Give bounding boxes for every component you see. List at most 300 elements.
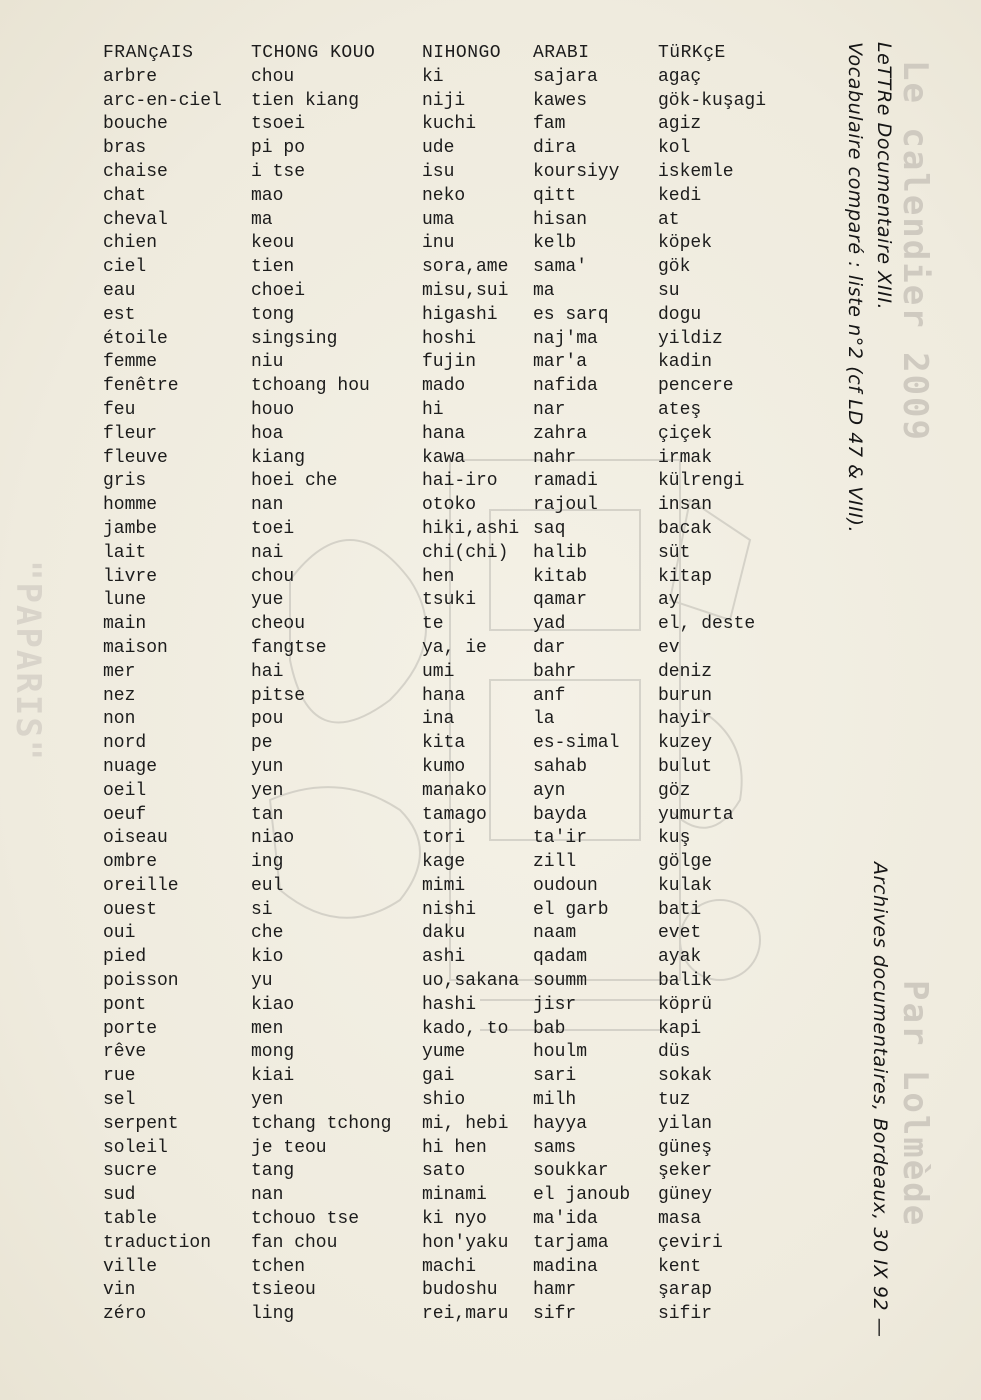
arabic-word: soumm: [533, 971, 588, 992]
japanese-word: ina: [422, 709, 455, 730]
chinese-word: toei: [251, 518, 295, 539]
arabic-word: dar: [533, 637, 566, 658]
chinese-word: ma: [251, 209, 273, 230]
table-row: [103, 1018, 788, 1042]
french-word: fenêtre: [103, 376, 179, 397]
chinese-word: cheou: [251, 614, 306, 635]
japanese-word: hana: [422, 685, 466, 706]
arabic-word: naj'ma: [533, 328, 598, 349]
table-row: [103, 589, 788, 613]
japanese-word: neko: [422, 185, 466, 206]
japanese-word: kita: [422, 733, 466, 754]
arabic-word: hisan: [533, 209, 588, 230]
arabic-word: el garb: [533, 899, 609, 920]
arabic-word: hayya: [533, 1113, 588, 1134]
turkish-word: köprü: [658, 994, 713, 1015]
french-word: non: [103, 709, 136, 730]
japanese-word: chi(chi): [422, 542, 509, 563]
french-word: rue: [103, 1066, 136, 1087]
turkish-word: pencere: [658, 376, 734, 397]
table-row: [103, 113, 788, 137]
header-japanese: NIHONGO: [422, 43, 502, 63]
handwritten-title: LeTTRe Documentaire XIII.: [873, 42, 895, 311]
arabic-word: ramadi: [533, 471, 598, 492]
table-row: [103, 447, 788, 471]
japanese-word: shio: [422, 1090, 466, 1111]
french-word: bouche: [103, 114, 168, 135]
arabic-word: mar'a: [533, 352, 588, 373]
arabic-word: yad: [533, 614, 566, 635]
turkish-word: kuş: [658, 828, 691, 849]
turkish-word: kol: [658, 138, 691, 159]
japanese-word: ki nyo: [422, 1209, 487, 1230]
table-row: [103, 613, 788, 637]
table-row: [103, 1041, 788, 1065]
french-word: oui: [103, 923, 136, 944]
turkish-word: göz: [658, 780, 691, 801]
table-row: [103, 875, 788, 899]
table-row: [103, 304, 788, 328]
turkish-word: köpek: [658, 233, 713, 254]
turkish-word: sokak: [658, 1066, 713, 1087]
chinese-word: yue: [251, 590, 284, 611]
turkish-word: ay: [658, 590, 680, 611]
french-word: vin: [103, 1280, 136, 1301]
arabic-word: es sarq: [533, 304, 609, 325]
chinese-word: hoa: [251, 423, 284, 444]
table-row: [103, 899, 788, 923]
table-row: [103, 661, 788, 685]
chinese-word: si: [251, 899, 273, 920]
arabic-word: hamr: [533, 1280, 577, 1301]
chinese-word: pitse: [251, 685, 306, 706]
japanese-word: kado, to: [422, 1018, 509, 1039]
chinese-word: tien: [251, 257, 295, 278]
table-row: [103, 90, 788, 114]
japanese-word: umi: [422, 661, 455, 682]
table-row: [103, 399, 788, 423]
french-word: oeuf: [103, 804, 147, 825]
french-word: pied: [103, 947, 147, 968]
arabic-word: nar: [533, 399, 566, 420]
japanese-word: gai: [422, 1066, 455, 1087]
arabic-word: fam: [533, 114, 566, 135]
table-row: [103, 1232, 788, 1256]
japanese-word: hi hen: [422, 1137, 487, 1158]
arabic-word: kelb: [533, 233, 577, 254]
turkish-word: agaç: [658, 66, 702, 87]
arabic-word: rajoul: [533, 495, 598, 516]
turkish-word: kadin: [658, 352, 713, 373]
chinese-word: yen: [251, 1090, 284, 1111]
vocabulary-table: [103, 42, 788, 1327]
table-row: [103, 1256, 788, 1280]
arabic-word: houlm: [533, 1042, 588, 1063]
french-word: ouest: [103, 899, 158, 920]
table-row: [103, 209, 788, 233]
arabic-word: ta'ir: [533, 828, 588, 849]
chinese-word: tchen: [251, 1256, 306, 1277]
table-row: [103, 351, 788, 375]
turkish-word: tuz: [658, 1090, 691, 1111]
chinese-word: tchouo tse: [251, 1209, 360, 1230]
japanese-word: ki: [422, 66, 444, 87]
japanese-word: ashi: [422, 947, 466, 968]
japanese-word: ya, ie: [422, 637, 487, 658]
table-row: [103, 994, 788, 1018]
japanese-word: hen: [422, 566, 455, 587]
turkish-word: çeviri: [658, 1232, 723, 1253]
turkish-word: kent: [658, 1256, 702, 1277]
japanese-word: inu: [422, 233, 455, 254]
chinese-word: ing: [251, 852, 284, 873]
table-row: [103, 375, 788, 399]
japanese-word: tori: [422, 828, 466, 849]
french-word: lune: [103, 590, 147, 611]
table-row: [103, 732, 788, 756]
turkish-word: dogu: [658, 304, 702, 325]
arabic-word: bahr: [533, 661, 577, 682]
table-row: [103, 922, 788, 946]
background-title: Le calendier 2009: [895, 60, 935, 442]
japanese-word: fujin: [422, 352, 477, 373]
header-row: [103, 42, 788, 66]
arabic-word: dira: [533, 138, 577, 159]
table-row: [103, 780, 788, 804]
japanese-word: misu,sui: [422, 280, 509, 301]
turkish-word: kitap: [658, 566, 713, 587]
turkish-word: kedi: [658, 185, 702, 206]
turkish-word: masa: [658, 1209, 702, 1230]
turkish-word: düs: [658, 1042, 691, 1063]
arabic-word: sifr: [533, 1304, 577, 1325]
chinese-word: nan: [251, 495, 284, 516]
french-word: traduction: [103, 1232, 212, 1253]
turkish-word: deniz: [658, 661, 713, 682]
table-row: [103, 518, 788, 542]
arabic-word: sama': [533, 257, 588, 278]
chinese-word: pe: [251, 733, 273, 754]
french-word: sel: [103, 1090, 136, 1111]
french-word: femme: [103, 352, 158, 373]
french-word: est: [103, 304, 136, 325]
chinese-word: chou: [251, 66, 295, 87]
turkish-word: el, deste: [658, 614, 756, 635]
chinese-word: tan: [251, 804, 284, 825]
japanese-word: kumo: [422, 756, 466, 777]
table-row: [103, 1065, 788, 1089]
french-word: feu: [103, 399, 136, 420]
chinese-word: nan: [251, 1185, 284, 1206]
table-row: [103, 946, 788, 970]
table-row: [103, 542, 788, 566]
table-row: [103, 1089, 788, 1113]
turkish-word: ayak: [658, 947, 702, 968]
french-word: rêve: [103, 1042, 147, 1063]
arabic-word: anf: [533, 685, 566, 706]
japanese-word: sora,ame: [422, 257, 509, 278]
japanese-word: mado: [422, 376, 466, 397]
chinese-word: pou: [251, 709, 284, 730]
chinese-word: yu: [251, 971, 273, 992]
japanese-word: budoshu: [422, 1280, 498, 1301]
table-row: [103, 1113, 788, 1137]
background-side-text: "PAPARIS": [8, 560, 48, 763]
arabic-word: ma'ida: [533, 1209, 598, 1230]
table-row: [103, 804, 788, 828]
chinese-word: nai: [251, 542, 284, 563]
arabic-word: jisr: [533, 994, 577, 1015]
turkish-word: ateş: [658, 399, 702, 420]
french-word: nuage: [103, 756, 158, 777]
japanese-word: tsuki: [422, 590, 477, 611]
japanese-word: te: [422, 614, 444, 635]
french-word: lait: [103, 542, 147, 563]
turkish-word: insan: [658, 495, 713, 516]
french-word: ville: [103, 1256, 158, 1277]
chinese-word: chou: [251, 566, 295, 587]
french-word: livre: [103, 566, 158, 587]
arabic-word: qadam: [533, 947, 588, 968]
table-row: [103, 256, 788, 280]
arabic-word: saq: [533, 518, 566, 539]
table-row: [103, 851, 788, 875]
table-row: [103, 970, 788, 994]
turkish-word: su: [658, 280, 680, 301]
chinese-word: kiao: [251, 994, 295, 1015]
arabic-word: nafida: [533, 376, 598, 397]
table-row: [103, 185, 788, 209]
arabic-word: milh: [533, 1090, 577, 1111]
french-word: poisson: [103, 971, 179, 992]
japanese-word: daku: [422, 923, 466, 944]
japanese-word: hiki,ashi: [422, 518, 520, 539]
chinese-word: kio: [251, 947, 284, 968]
japanese-word: nishi: [422, 899, 477, 920]
french-word: ciel: [103, 257, 147, 278]
chinese-word: yen: [251, 780, 284, 801]
header-arabic: ARABI: [533, 43, 590, 63]
table-row: [103, 1208, 788, 1232]
french-word: fleur: [103, 423, 158, 444]
japanese-word: hana: [422, 423, 466, 444]
french-word: maison: [103, 637, 168, 658]
french-word: oreille: [103, 875, 179, 896]
french-word: étoile: [103, 328, 168, 349]
arabic-word: kawes: [533, 90, 588, 111]
arabic-word: tarjama: [533, 1232, 609, 1253]
table-row: [103, 423, 788, 447]
arabic-word: naam: [533, 923, 577, 944]
turkish-word: burun: [658, 685, 713, 706]
chinese-word: kiang: [251, 447, 306, 468]
japanese-word: rei,maru: [422, 1304, 509, 1325]
turkish-word: çiçek: [658, 423, 713, 444]
turkish-word: şarap: [658, 1280, 713, 1301]
arabic-word: sams: [533, 1137, 577, 1158]
chinese-word: tsoei: [251, 114, 306, 135]
japanese-word: mi, hebi: [422, 1113, 509, 1134]
table-row: [103, 827, 788, 851]
japanese-word: hoshi: [422, 328, 477, 349]
arabic-word: el janoub: [533, 1185, 631, 1206]
chinese-word: fan chou: [251, 1232, 338, 1253]
turkish-word: bacak: [658, 518, 713, 539]
turkish-word: güneş: [658, 1137, 713, 1158]
french-word: oiseau: [103, 828, 168, 849]
arabic-word: sahab: [533, 756, 588, 777]
chinese-word: niu: [251, 352, 284, 373]
arabic-word: zahra: [533, 423, 588, 444]
table-row: [103, 1303, 788, 1327]
table-row: [103, 1160, 788, 1184]
arabic-word: es-simal: [533, 733, 620, 754]
turkish-word: bulut: [658, 756, 713, 777]
turkish-word: bati: [658, 899, 702, 920]
french-word: homme: [103, 495, 158, 516]
japanese-word: hon'yaku: [422, 1232, 509, 1253]
french-word: oeil: [103, 780, 147, 801]
chinese-word: tong: [251, 304, 295, 325]
table-row: [103, 470, 788, 494]
japanese-word: mimi: [422, 875, 466, 896]
turkish-word: yilan: [658, 1113, 713, 1134]
chinese-word: tang: [251, 1161, 295, 1182]
turkish-word: şeker: [658, 1161, 713, 1182]
background-author: Par Lolmède: [895, 980, 935, 1228]
turkish-word: süt: [658, 542, 691, 563]
turkish-word: agiz: [658, 114, 702, 135]
turkish-word: evet: [658, 923, 702, 944]
chinese-word: choei: [251, 280, 306, 301]
japanese-word: hi: [422, 399, 444, 420]
arabic-word: koursiyy: [533, 161, 620, 182]
french-word: main: [103, 614, 147, 635]
header-chinese: TCHONG KOUO: [251, 43, 376, 63]
turkish-word: güney: [658, 1185, 713, 1206]
french-word: chat: [103, 185, 147, 206]
turkish-word: kapi: [658, 1018, 702, 1039]
chinese-word: i tse: [251, 161, 306, 182]
chinese-word: mao: [251, 185, 284, 206]
french-word: mer: [103, 661, 136, 682]
japanese-word: isu: [422, 161, 455, 182]
turkish-word: kulak: [658, 875, 713, 896]
french-word: fleuve: [103, 447, 168, 468]
table-row: [103, 1184, 788, 1208]
turkish-word: gök-kuşagi: [658, 90, 767, 111]
french-word: pont: [103, 994, 147, 1015]
french-word: porte: [103, 1018, 158, 1039]
arabic-word: sajara: [533, 66, 598, 87]
chinese-word: tchang tchong: [251, 1113, 392, 1134]
turkish-word: yumurta: [658, 804, 734, 825]
arabic-word: bab: [533, 1018, 566, 1039]
arabic-word: oudoun: [533, 875, 598, 896]
table-row: [103, 685, 788, 709]
chinese-word: pi po: [251, 138, 306, 159]
table-row: [103, 494, 788, 518]
french-word: zéro: [103, 1304, 147, 1325]
arabic-word: madina: [533, 1256, 598, 1277]
header-french: FRANçAIS: [103, 43, 194, 63]
chinese-word: che: [251, 923, 284, 944]
japanese-word: kage: [422, 852, 466, 873]
turkish-word: irmak: [658, 447, 713, 468]
french-word: arbre: [103, 66, 158, 87]
turkish-word: at: [658, 209, 680, 230]
chinese-word: keou: [251, 233, 295, 254]
table-row: [103, 280, 788, 304]
french-word: arc-en-ciel: [103, 90, 222, 111]
chinese-word: yun: [251, 756, 284, 777]
turkish-word: kuzey: [658, 733, 713, 754]
turkish-word: gölge: [658, 852, 713, 873]
table-row: [103, 756, 788, 780]
french-word: bras: [103, 138, 147, 159]
chinese-word: singsing: [251, 328, 338, 349]
table-row: [103, 66, 788, 90]
chinese-word: tchoang hou: [251, 376, 370, 397]
chinese-word: ling: [251, 1304, 295, 1325]
japanese-word: machi: [422, 1256, 477, 1277]
chinese-word: niao: [251, 828, 295, 849]
japanese-word: kuchi: [422, 114, 477, 135]
table-row: [103, 708, 788, 732]
japanese-word: hashi: [422, 994, 477, 1015]
arabic-word: qitt: [533, 185, 577, 206]
french-word: gris: [103, 471, 147, 492]
french-word: ombre: [103, 852, 158, 873]
french-word: chien: [103, 233, 158, 254]
arabic-word: bayda: [533, 804, 588, 825]
arabic-word: soukkar: [533, 1161, 609, 1182]
handwritten-subtitle: Vocabulaire comparé : liste n°2 (cf LD 47 & VIII).: [844, 42, 866, 534]
french-word: eau: [103, 280, 136, 301]
arabic-word: nahr: [533, 447, 577, 468]
french-word: sud: [103, 1185, 136, 1206]
french-word: soleil: [103, 1137, 168, 1158]
turkish-word: gök: [658, 257, 691, 278]
table-row: [103, 161, 788, 185]
arabic-word: la: [533, 709, 555, 730]
arabic-word: qamar: [533, 590, 588, 611]
table-row: [103, 137, 788, 161]
arabic-word: ma: [533, 280, 555, 301]
chinese-word: kiai: [251, 1066, 295, 1087]
turkish-word: külrengi: [658, 471, 745, 492]
table-row: [103, 232, 788, 256]
chinese-word: mong: [251, 1042, 295, 1063]
japanese-word: otoko: [422, 495, 477, 516]
french-word: nord: [103, 733, 147, 754]
arabic-word: halib: [533, 542, 588, 563]
turkish-word: yildiz: [658, 328, 723, 349]
french-word: cheval: [103, 209, 168, 230]
japanese-word: kawa: [422, 447, 466, 468]
japanese-word: manako: [422, 780, 487, 801]
arabic-word: kitab: [533, 566, 588, 587]
french-word: serpent: [103, 1113, 179, 1134]
turkish-word: sifir: [658, 1304, 713, 1325]
chinese-word: men: [251, 1018, 284, 1039]
japanese-word: yume: [422, 1042, 466, 1063]
chinese-word: eul: [251, 875, 284, 896]
japanese-word: higashi: [422, 304, 498, 325]
japanese-word: uo,sakana: [422, 971, 520, 992]
arabic-word: zill: [533, 852, 577, 873]
table-row: [103, 1137, 788, 1161]
